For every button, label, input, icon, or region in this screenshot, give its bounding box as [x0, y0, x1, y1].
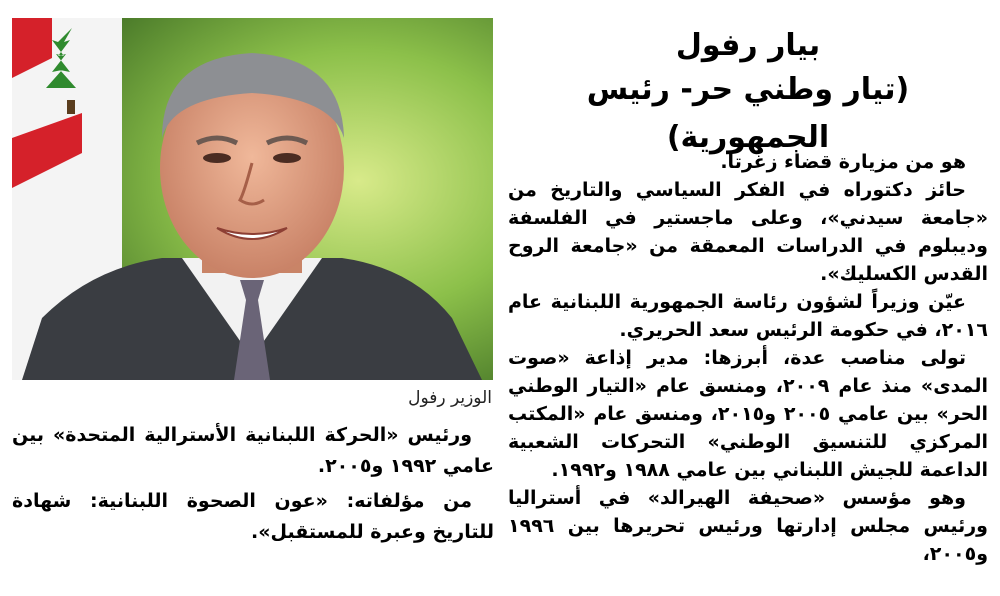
paragraph-positions: تولى مناصب عدة، أبرزها: مدير إذاعة «صوت المدى» منذ عام ٢٠٠٩، ومنسق عام «التيار الوطني الحر» بين عامي ٢٠٠٥ و٢٠١٥، ومنسق عام «المكتب المركزي للتنسيق الوطني» التحركات الشعبية الداعمة للجيش اللبناني بين عامي ١٩٨٨ و١٩٩٢.	[508, 347, 988, 481]
article-title-block	[508, 26, 988, 162]
paragraph-herald: وهو مؤسس «صحيفة الهيرالد» في أستراليا ورئيس مجلس إدارتها ورئيس تحريرها بين ١٩٩٦ و٢٠٠٥،	[508, 487, 988, 565]
paragraph-origin: هو من مزيارة قضاء زغرتا.	[720, 151, 966, 173]
article-subtitle: (تيار وطني حر- رئيس الجمهورية)	[586, 72, 910, 155]
portrait-illustration	[12, 18, 493, 380]
article-body-left	[12, 420, 494, 548]
portrait-photo	[12, 18, 493, 380]
paragraph-ministry: عيّن وزيراً لشؤون رئاسة الجمهورية اللبنانية عام ٢٠١٦، في حكومة الرئيس سعد الحريري.	[508, 291, 988, 341]
paragraph-education: حائز دكتوراه في الفكر السياسي والتاريخ من «جامعة سيدني»، وعلى ماجستير في الفلسفة وديبلوم في الدراسات المعمقة من «جامعة الروح القدس الكسليك».	[508, 179, 988, 285]
article-body-right	[508, 148, 988, 568]
article-title: بيار رفول	[675, 28, 821, 63]
paragraph-movement: ورئيس «الحركة اللبنانية الأسترالية المتحدة» بين عامي ١٩٩٢ و٢٠٠٥.	[12, 424, 494, 477]
paragraph-works: من مؤلفاته: «عون الصحوة اللبنانية: شهادة للتاريخ وعبرة للمستقبل».	[12, 490, 494, 543]
photo-caption: الوزير رفول	[408, 388, 492, 408]
